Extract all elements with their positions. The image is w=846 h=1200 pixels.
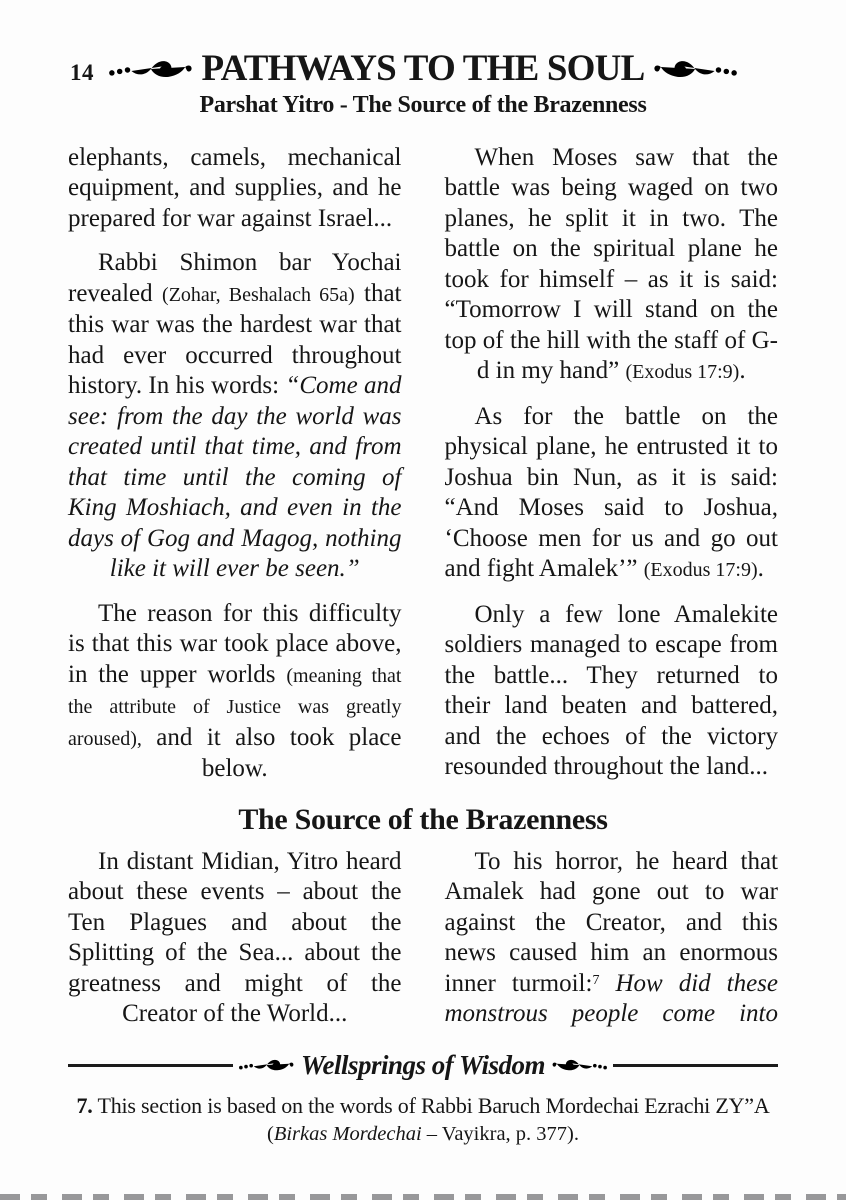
footer-rule-right-line xyxy=(613,1064,778,1067)
body-paragraph: In distant Midian, Yitro heard about these events – about the Ten Plagues and about the Splitting of the Sea... about the greatness and might of the Creator of the World... xyxy=(68,847,402,1028)
body-paragraph: Rabbi Shimon bar Yochai revealed (Zohar, Beshalach 65a) that this war was the hardest war that had ever occurred throughout history. In his words: “Come and see: from the day the world was created until that time, and from that time until the coming of King Moshiach, and even in the days of Gog and Magog, nothing like it will ever be seen.” xyxy=(68,249,402,583)
columns-bottom xyxy=(0,847,846,1030)
page-header xyxy=(0,0,846,119)
footnote xyxy=(0,1093,846,1119)
footnote-citation: (Birkas Mordechai – Vayikra, p. 377). xyxy=(266,1122,579,1145)
body-paragraph: Only a few lone Amalekite soldiers managed to escape from the battle... They returned to their land beaten and battered, and the echoes of the victory resounded throughout the land... xyxy=(444,600,778,781)
page-footer xyxy=(0,1050,846,1146)
columns-top xyxy=(0,143,846,785)
footnote-marker: 7. xyxy=(76,1092,93,1118)
footer-flourish-left-icon xyxy=(237,1055,295,1075)
footer-rule-left-line xyxy=(68,1064,233,1067)
column-right xyxy=(445,847,779,1030)
footnote-text: This section is based on the words of Rabbi Baruch Mordechai Ezrachi ZY”A xyxy=(92,1092,770,1118)
flourish-swirl-left-icon xyxy=(106,54,194,84)
section-heading: The Source of the Brazenness xyxy=(238,802,608,836)
footer-rule xyxy=(68,1050,778,1081)
flourish-swirl-right-icon xyxy=(652,54,740,84)
body-paragraph: elephants, camels, mechanical equipment, and supplies, and he prepared for war against Israel... xyxy=(68,143,402,232)
title-row xyxy=(0,50,846,89)
footer-flourish-right-icon xyxy=(551,1055,609,1075)
page-title: PATHWAYS TO THE SOUL xyxy=(201,48,645,89)
body-paragraph: To his horror, he heard that Amalek had gone out to war against the Creator, and this news caused him an enormous inner turmoil:$^7$ How did these monstrous people come into xyxy=(444,847,779,1028)
column-left xyxy=(68,143,402,785)
body-paragraph: As for the battle on the physical plane, he entrusted it to Joshua bin Nun, as it is said: “And Moses said to Joshua, ‘Choose men for us and go out and fight Amalek’” (Exodus 17:9). xyxy=(444,402,778,583)
page-subtitle: Parshat Yitro - The Source of the Brazenness xyxy=(199,91,647,118)
footer-ornament xyxy=(233,1050,613,1081)
body-paragraph: When Moses saw that the battle was being waged on two planes, he split it in two. The battle on the spiritual plane he took for himself – as it is said: “Tomorrow I will stand on the top of the hill with the staff of G-d in my hand” (Exodus 17:9). xyxy=(444,143,778,385)
page-number: 14 xyxy=(70,60,94,85)
body-paragraph: The reason for this difficulty is that this war took place above, in the upper worlds (meaning that the attribute of Justice was greatly aroused), and it also took place below. xyxy=(68,599,402,783)
column-left xyxy=(68,847,402,1030)
footer-ornament-label: Wellsprings of Wisdom xyxy=(300,1049,546,1080)
column-right xyxy=(445,143,779,785)
scan-artifact-bar xyxy=(0,1194,846,1200)
